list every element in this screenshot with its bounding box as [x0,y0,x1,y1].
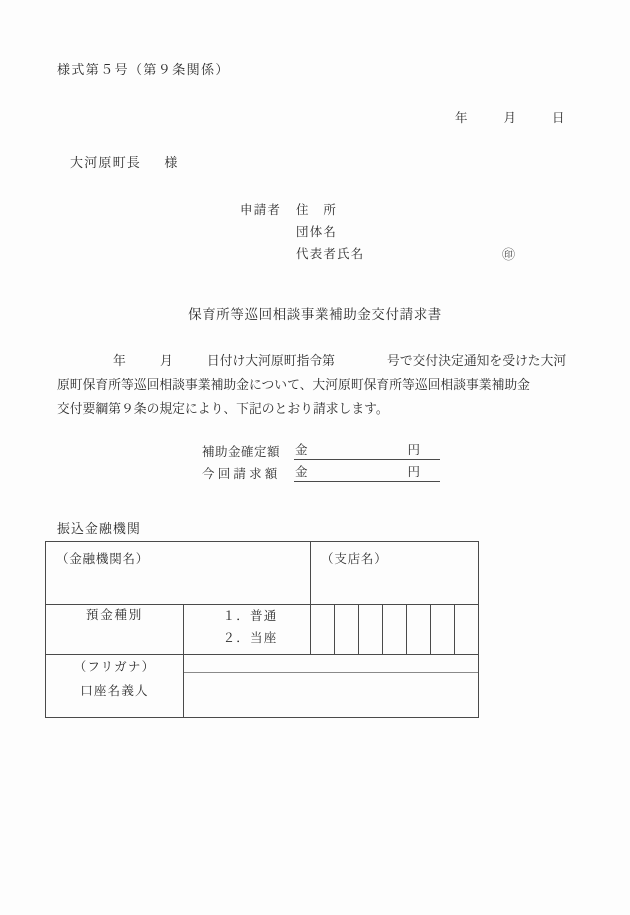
request-amount-tail [422,480,440,482]
deposit-type-options[interactable] [184,605,311,655]
confirmed-amount-yen-mark: 金 [295,442,308,457]
table-row-account-holder [46,655,479,718]
date-day-label: 日 [551,110,565,125]
account-number-cell-2[interactable] [335,605,359,655]
furigana-input[interactable] [184,655,478,673]
body-line-3: 交付要綱第９条の規定により、下記のとおり請求します。 [57,402,389,417]
confirmed-amount-tail [422,458,440,460]
branch-name-cell[interactable] [311,542,479,605]
deposit-option-current[interactable]: ２．当座 [222,630,278,645]
body-order-prefix: 日付け大河原町指令第 [206,354,335,369]
date-month-label: 月 [503,110,516,125]
applicant-organization-label: 団体名 [296,224,338,239]
request-amount-row [202,460,440,482]
body-line-2: 原町保育所等巡回相談事業補助金について、大河原町保育所等巡回相談事業補助金 [57,378,530,393]
body-month-label: 月 [159,354,173,369]
form-number: 様式第５号（第９条関係） [57,63,230,78]
body-order-suffix: 号で交付決定通知を受けた大河 [387,354,567,369]
request-amount-field[interactable] [294,462,422,482]
account-number-cell-3[interactable] [359,605,383,655]
confirmed-amount-unit: 円 [407,442,420,457]
bank-section-heading: 振込金融機関 [57,522,141,537]
request-amount-yen-mark: 金 [295,464,308,479]
applicant-address-row [240,200,365,222]
applicant-representative-label: 代表者氏名 [296,246,365,261]
body-line-1 [57,350,575,374]
applicant-block [240,200,516,266]
applicant-organization-row [240,222,365,244]
request-amount-label: 今回請求額 [202,466,281,481]
applicant-representative-row [240,244,365,266]
body-year-label: 年 [113,354,126,369]
account-number-cell-7[interactable] [455,605,479,655]
bank-details-table [45,541,479,718]
furigana-label: （フリガナ） [73,659,156,674]
addressee-honorific: 様 [164,156,179,171]
addressee [70,157,179,170]
deposit-type-label: 預金種別 [46,605,184,655]
account-holder-input[interactable] [184,673,478,716]
request-amount-unit: 円 [407,464,420,479]
table-row-institution [46,542,479,605]
date-line [455,112,564,125]
account-holder-label: 口座名義人 [80,683,149,698]
addressee-name: 大河原町長 [70,156,142,171]
institution-name-cell[interactable] [46,542,311,605]
confirmed-amount-label: 補助金確定額 [202,444,281,459]
amounts-block [202,438,440,482]
date-year-label: 年 [455,110,468,125]
page-title: 保育所等巡回相談事業補助金交付請求書 [188,307,442,323]
account-number-cell-5[interactable] [407,605,431,655]
branch-name-label: （支店名） [321,551,388,566]
seal-stamp-icon: ㊞ [502,248,516,263]
account-holder-fields [184,655,479,718]
confirmed-amount-row [202,438,440,460]
account-number-cell-1[interactable] [311,605,335,655]
account-number-cell-6[interactable] [431,605,455,655]
confirmed-amount-field[interactable] [294,440,422,460]
account-holder-labels [46,655,184,718]
table-row-deposit-type [46,605,479,655]
body-paragraph [57,350,575,422]
institution-name-label: （金融機関名） [56,551,150,566]
applicant-heading: 申請者 [240,202,282,217]
deposit-option-ordinary[interactable]: １．普通 [222,608,278,623]
applicant-address-label: 住 所 [296,202,338,217]
account-number-cell-4[interactable] [383,605,407,655]
